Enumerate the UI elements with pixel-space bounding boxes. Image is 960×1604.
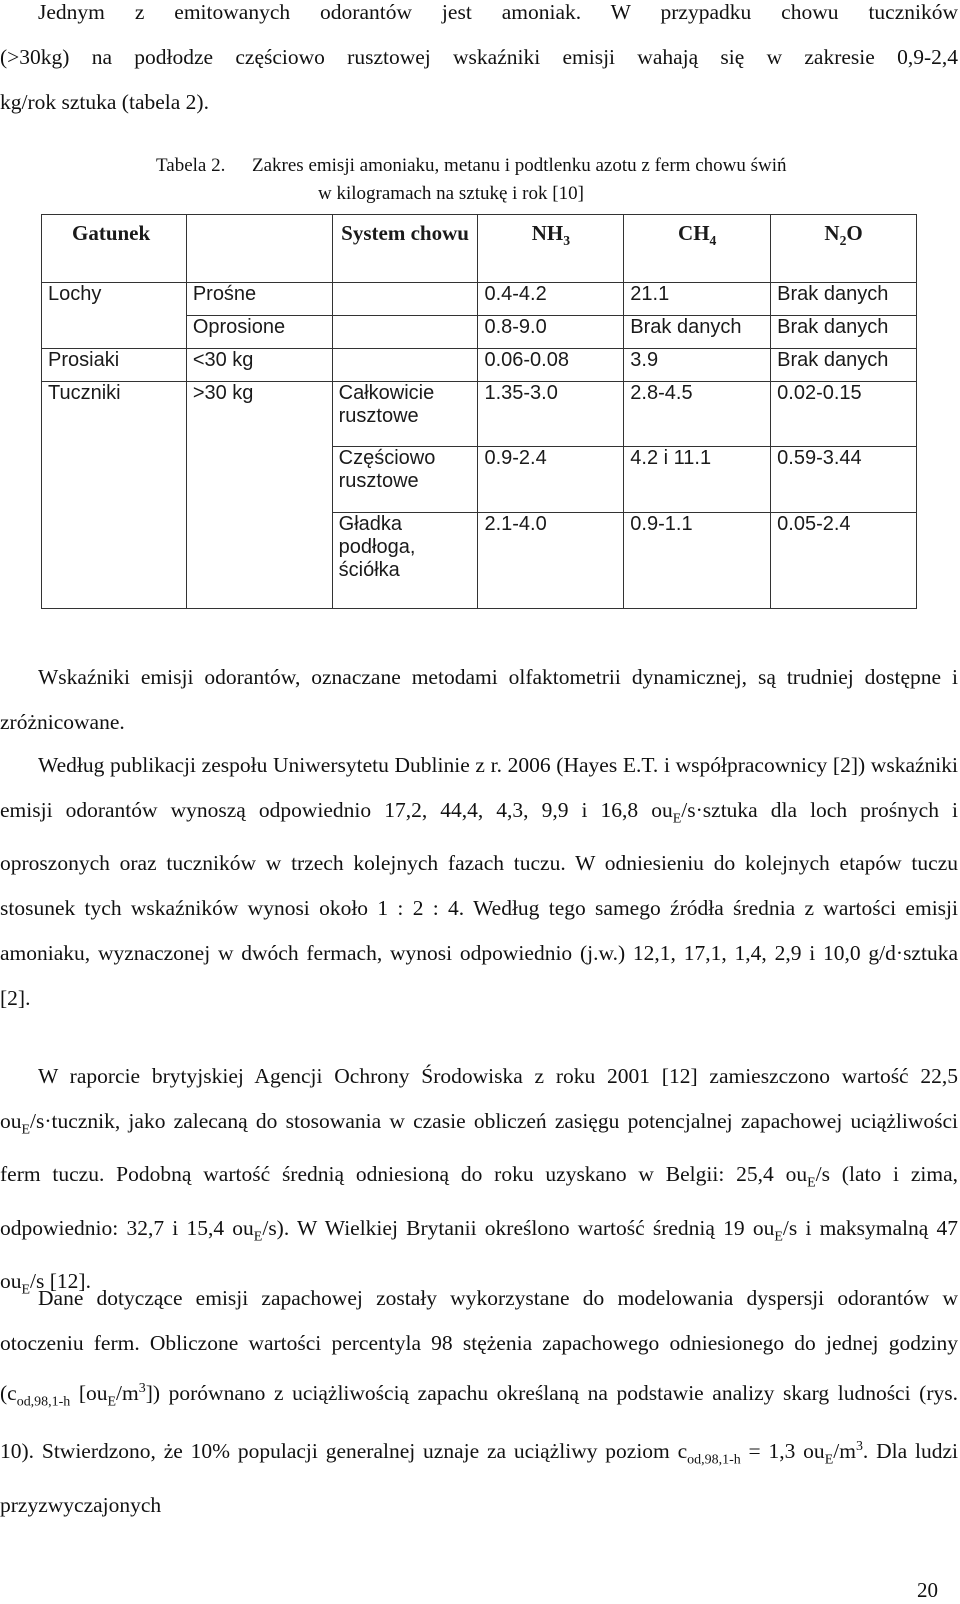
cell-gatunek [42,447,187,513]
table-row [42,447,917,513]
cell-gatunek [42,315,187,348]
header-ch4: $CH_4$ [624,215,771,283]
cell-n2o: Brak danych [771,315,917,348]
cell-nh3: 2.1-4.0 [478,513,624,609]
cell-gatunek: Prosiaki [42,348,187,381]
cell-gatunek: Tuczniki [42,381,187,447]
cell-nh3: 0.06-0.08 [478,348,624,381]
table-row [42,513,917,609]
intro-line-2: (>30kg) na podłodze częściowo rusztowej wskaźniki emisji wahają się w zakresie 0,9-2,4 [0,45,958,69]
header-gatunek: Gatunek [42,215,187,283]
page-number: 20 [917,1578,938,1602]
cell-sub: Prośne [186,282,332,315]
cell-ch4: 0.9-1.1 [624,513,771,609]
cell-system [332,282,478,315]
cell-n2o: Brak danych [771,348,917,381]
table-row [42,381,917,447]
cell-nh3: 0.4-4.2 [478,282,624,315]
intro-line-1: Jednym z emitowanych odorantów jest amoniak. W przypadku chowu tuczników [38,0,958,24]
intro-paragraph [0,0,958,125]
cell-sub: >30 kg [186,381,332,447]
cell-nh3: 1.35-3.0 [478,381,624,447]
table-row [42,282,917,315]
cell-nh3: 0.9-2.4 [478,447,624,513]
cell-sub: <30 kg [186,348,332,381]
cell-gatunek [42,513,187,609]
cell-sub: Oprosione [186,315,332,348]
table-caption-title-2: w kilogramach na sztukę i rok [10] [318,183,584,204]
cell-ch4: 2.8-4.5 [624,381,771,447]
table-row [42,315,917,348]
table-caption-label: Tabela 2. [156,155,226,176]
cell-n2o: Brak danych [771,282,917,315]
table-row [42,348,917,381]
cell-system [332,348,478,381]
header-system: System chowu [332,215,478,283]
cell-n2o: 0.05-2.4 [771,513,917,609]
cell-system: Częściowo rusztowe [332,447,478,513]
cell-system [332,315,478,348]
cell-ch4: 3.9 [624,348,771,381]
cell-nh3: 0.8-9.0 [478,315,624,348]
cell-n2o: 0.02-0.15 [771,381,917,447]
paragraph-1: Wskaźniki emisji odorantów, oznaczane metodami olfaktometrii dynamicznej, są trudniej dostępne i zróżnicowane. [0,665,958,734]
header-nh3: $NH_3$ [478,215,624,283]
cell-sub [186,447,332,513]
paragraph-2: Według publikacji zespołu Uniwersytetu Dublinie z r. 2006 (Hayes E.T. i współpracownicy [2]) wskaźniki emisji odorantów wynoszą odpowiednio 17,2, 44,4, 4,3, 9,9 i 16,8 $ou_E/s\cdot sztuka$ dla loch prośnych i oproszonych oraz tuczników w trzech kolejnych fazach tuczu. W odniesieniu do kolejnych etapów tuczu stosunek tych wskaźników wynosi około 1 : 2 : 4. Według tego samego źródła średnia z wartości emisji amoniaku, wyznaczonej w dwóch fermach, wynosi odpowiednio (j.w.) 12,1, 17,1, 1,4, 2,9 i 10,0 g/d·sztuka [2]. [0,753,958,1011]
cell-ch4: 4.2 i 11.1 [624,447,771,513]
cell-ch4: Brak danych [624,315,771,348]
table-header-row [42,215,917,283]
paragraph-3: W raporcie brytyjskiej Agencji Ochrony Środowiska z roku 2001 [12] zamieszczono wartość 22,5 $ou_E/s\cdot tucznik$, jako zalecaną do stosowania w czasie obliczeń zasięgu potencjalnej zapachowej uciążliwości ferm tuczu. Podobną wartość średnią odniesioną do roku uzyskano w Belgii: 25,4 $ou_E/s$ (lato i zima, odpowiednio: 32,7 i 15,4 $ou_E/s$). W Wielkiej Brytanii określono wartość średnią 19 $ou_E/s$ i maksymalną 47 $ou_E/s$ [12]. [0,1064,959,1298]
paragraph-4: Dane dotyczące emisji zapachowej zostały wykorzystane do modelowania dyspersji odorantów w otoczeniu ferm. Obliczone wartości percentyla 98 stężenia zapachowego odniesionego do jednej godziny ($c_{od,98,1-h}$ $[ou_E/m^3]$) porównano z uciążliwością zapachu określaną na podstawie analizy skarg ludności (rys. 10). Stwierdzono, że 10% populacji generalnej uznaje za uciążliwy poziom $c_{od,98,1-h} = 1,3$ $ou_E/m^3$. Dla ludzi przyzwyczajonych [0,1286,958,1517]
cell-ch4: 21.1 [624,282,771,315]
intro-line-3: kg/rok sztuka (tabela 2). [0,90,209,114]
cell-system: Gładka podłoga, ściółka [332,513,478,609]
header-empty [186,215,332,283]
cell-gatunek: Lochy [42,282,187,315]
table-caption-title-1: Zakres emisji amoniaku, metanu i podtlenku azotu z ferm chowu świń [252,155,787,176]
cell-sub [186,513,332,609]
header-n2o: $N_2O$ [771,215,917,283]
emissions-table [41,214,917,609]
cell-system: Całkowicie rusztowe [332,381,478,447]
cell-n2o: 0.59-3.44 [771,447,917,513]
